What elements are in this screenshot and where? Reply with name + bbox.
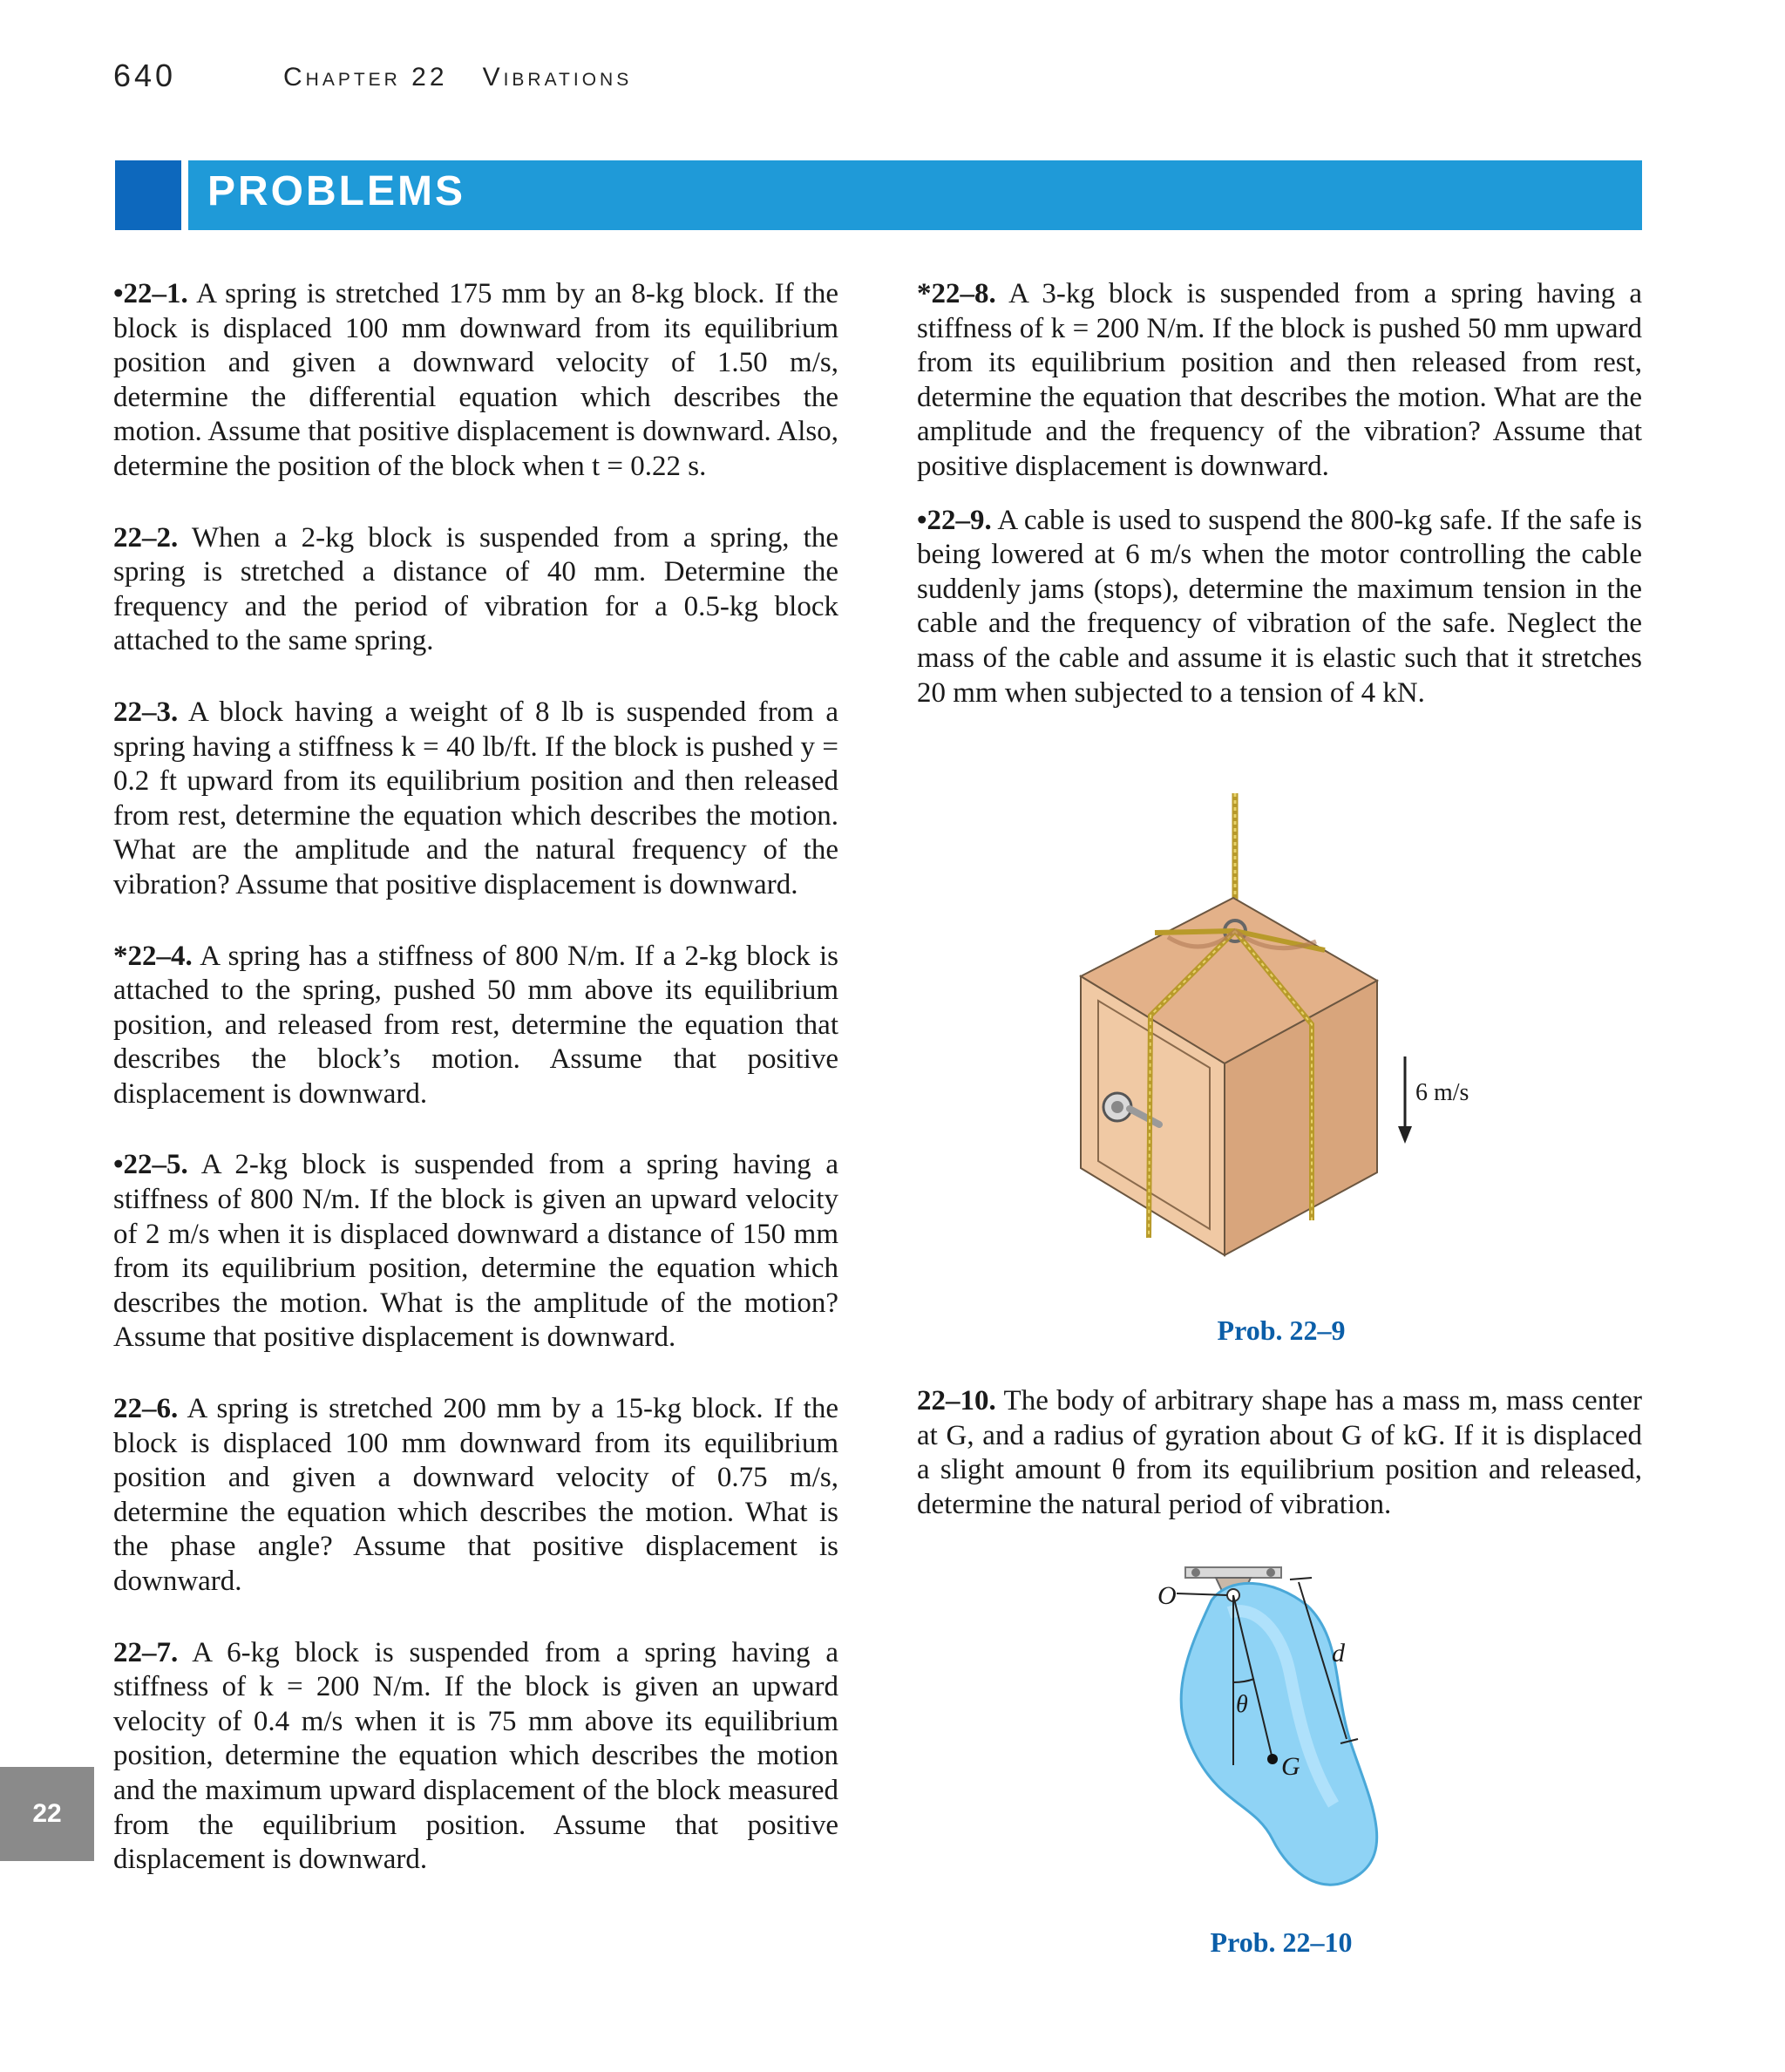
figure-arbitrary-body [1133,1560,1429,1909]
chapter-heading [283,63,632,92]
problem-number: •22–5. [113,1149,188,1181]
problem-22-3 [113,696,838,903]
problem-number: •22–9. [917,504,992,536]
banner-accent-square [115,160,181,230]
page-number: 640 [113,58,177,93]
label-O: O [1157,1581,1177,1610]
problem-22-2 [113,521,838,659]
problem-22-10-block [917,1384,1642,1522]
problem-text: A spring is stretched 175 mm by an 8-kg block. If the block is displaced 100 mm downward from its equilibrium position and given a downward velocity of 1.50 m/s, determine the differential equation which describes the motion. Assume that positive displacement is downward. Also, determine the position of the block when t = 0.22 s. [113,278,838,482]
problem-number: *22–4. [113,940,193,972]
problem-22-6 [113,1392,838,1600]
problem-number: 22–2. [113,521,179,554]
problem-number: 22–3. [113,696,179,728]
label-G: G [1281,1752,1300,1781]
problem-22-4 [113,940,838,1112]
velocity-label: 6 m/s [1415,1079,1469,1106]
problem-22-7 [113,1636,838,1878]
problem-22-1 [113,277,838,485]
problem-text: A 2-kg block is suspended from a spring having a stiffness of 800 N/m. If the block is given an upward velocity of 2 m/s when it is displaced downward a distance of 150 mm from its equilibrium position, determine the equation which describes the motion. What is the amplitude of the motion? Assume that positive displacement is downward. [113,1149,838,1354]
problem-number: 22–6. [113,1393,179,1425]
problem-22-8 [917,277,1642,485]
problem-22-9 [917,504,1642,711]
pendulum-body-illustration [1133,1560,1429,1909]
chapter-side-tab: 22 [0,1767,94,1861]
caption-22-10: Prob. 22–10 [1210,1926,1353,1958]
problem-number: 22–10. [917,1385,996,1416]
figure-safe [1063,785,1517,1273]
section-title: PROBLEMS [207,168,466,214]
problem-text: A 3-kg block is suspended from a spring having a stiffness of k = 200 N/m. If the block is pushed 50 mm upward from its equilibrium position and then released from rest, determine the equation that describes the motion. What are the amplitude and the frequency of the vibration? Assume that positive displacement is downward. [917,278,1643,482]
caption-22-9: Prob. 22–9 [1217,1315,1346,1346]
safe-illustration [1063,785,1517,1273]
running-header [0,0,1785,122]
left-column [113,277,838,1914]
label-d: d [1332,1639,1345,1668]
problem-text: A cable is used to suspend the 800-kg safe. If the safe is being lowered at 6 m/s when the motor controlling the cable suddenly jams (stops), determine the maximum tension in the cable and the frequency of vibration of the safe. Neglect the mass of the cable and assume it is elastic such that it stretches 20 mm when subjected to a tension of 4 kN. [917,504,1642,709]
chapter-title: Vibrations [482,63,633,92]
problem-text: A spring has a stiffness of 800 N/m. If a 2-kg block is attached to the spring, pushed 50 mm above its equilibrium position, and released from rest, determine the equation that describes the block’s motion. Assume that positive displacement is downward. [113,940,839,1110]
right-column [917,277,1642,747]
problem-number: 22–7. [113,1636,179,1668]
label-theta: θ [1236,1691,1248,1718]
problem-text: A 6-kg block is suspended from a spring having a stiffness of k = 200 N/m. If the block is given an upward velocity of 0.4 m/s when it is 75 mm above its equilibrium position, determine the equation which describes the motion and the maximum upward displacement of the block measured from the equilibrium position. Assume that positive displacement is downward. [113,1636,838,1876]
chapter-label: Chapter 22 [283,63,448,92]
problem-text: When a 2-kg block is suspended from a spring, the spring is stretched a distance of 40 mm. Determine the frequency and the period of vibration for a 0.5-kg block attached to the same spring. [113,521,838,657]
problem-text: The body of arbitrary shape has a mass m, mass center at G, and a radius of gyration about G of kG. If it is displaced a slight amount θ from its equilibrium position and released, determine the natural period of vibration. [917,1385,1643,1520]
problem-text: A spring is stretched 200 mm by a 15-kg block. If the block is displaced 100 mm downward from its equilibrium position and given a downward velocity of 0.75 m/s, determine the equation which describes the motion. What is the phase angle? Assume that positive displacement is downward. [113,1393,838,1597]
problem-number: •22–1. [113,278,188,309]
problem-22-10 [917,1384,1642,1522]
problem-22-5 [113,1148,838,1355]
problem-text: A block having a weight of 8 lb is suspended from a spring having a stiffness k = 40 lb/ft. If the block is pushed y = 0.2 ft upward from its equilibrium position and then released from rest, determine the equation which describes the motion. What are the amplitude and the natural frequency of the vibration? Assume that positive displacement is downward. [113,696,838,900]
problem-number: *22–8. [917,278,996,309]
